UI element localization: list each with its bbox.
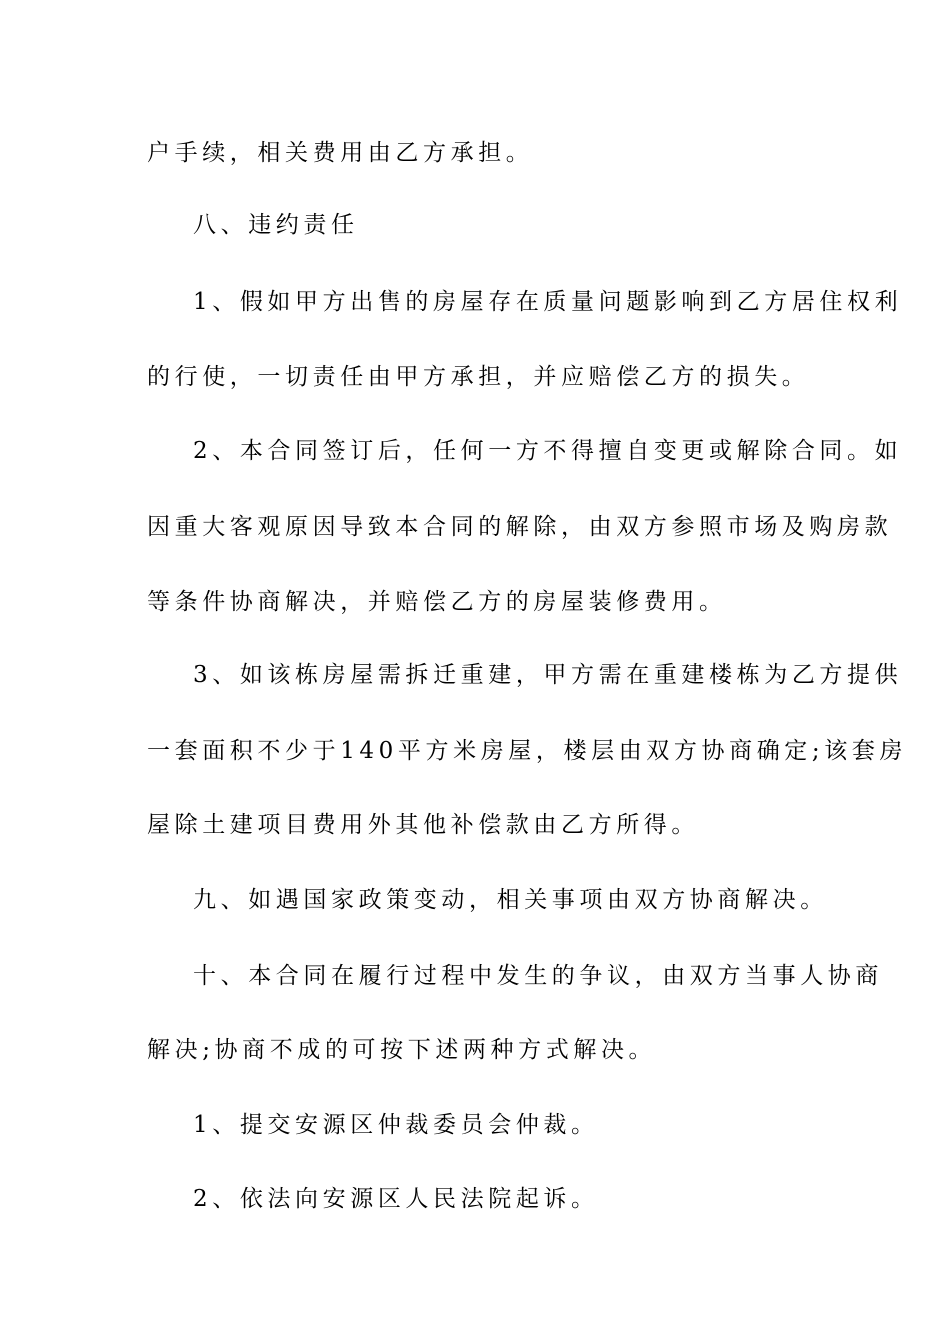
text-line-13: 解决;协商不成的可按下述两种方式解决。 [147, 1037, 657, 1063]
text-line-8: 3、如该栋房屋需拆迁重建，甲方需在重建楼栋为乙方提供 [193, 662, 903, 688]
section-heading-8: 八、违约责任 [193, 212, 359, 238]
text-line-5: 2、本合同签订后，任何一方不得擅自变更或解除合同。如 [193, 438, 903, 464]
text-line-7: 等条件协商解决，并赔偿乙方的房屋装修费用。 [147, 589, 727, 615]
text-line-3: 1、假如甲方出售的房屋存在质量问题影响到乙方居住权利 [193, 289, 903, 315]
text-line-1: 户手续，相关费用由乙方承担。 [147, 140, 534, 166]
text-line-9: 一套面积不少于140平方米房屋，楼层由双方协商确定;该套房 [147, 738, 908, 764]
text-line-10: 屋除土建项目费用外其他补偿款由乙方所得。 [147, 812, 699, 838]
text-line-14: 1、提交安源区仲裁委员会仲裁。 [193, 1112, 599, 1138]
section-heading-10: 十、本合同在履行过程中发生的争议，由双方当事人协商 [193, 963, 883, 989]
text-line-15: 2、依法向安源区人民法院起诉。 [193, 1186, 599, 1212]
text-line-6: 因重大客观原因导致本合同的解除，由双方参照市场及购房款 [147, 514, 893, 540]
text-line-4: 的行使，一切责任由甲方承担，并应赔偿乙方的损失。 [147, 364, 810, 390]
section-heading-9: 九、如遇国家政策变动，相关事项由双方协商解决。 [193, 887, 828, 913]
